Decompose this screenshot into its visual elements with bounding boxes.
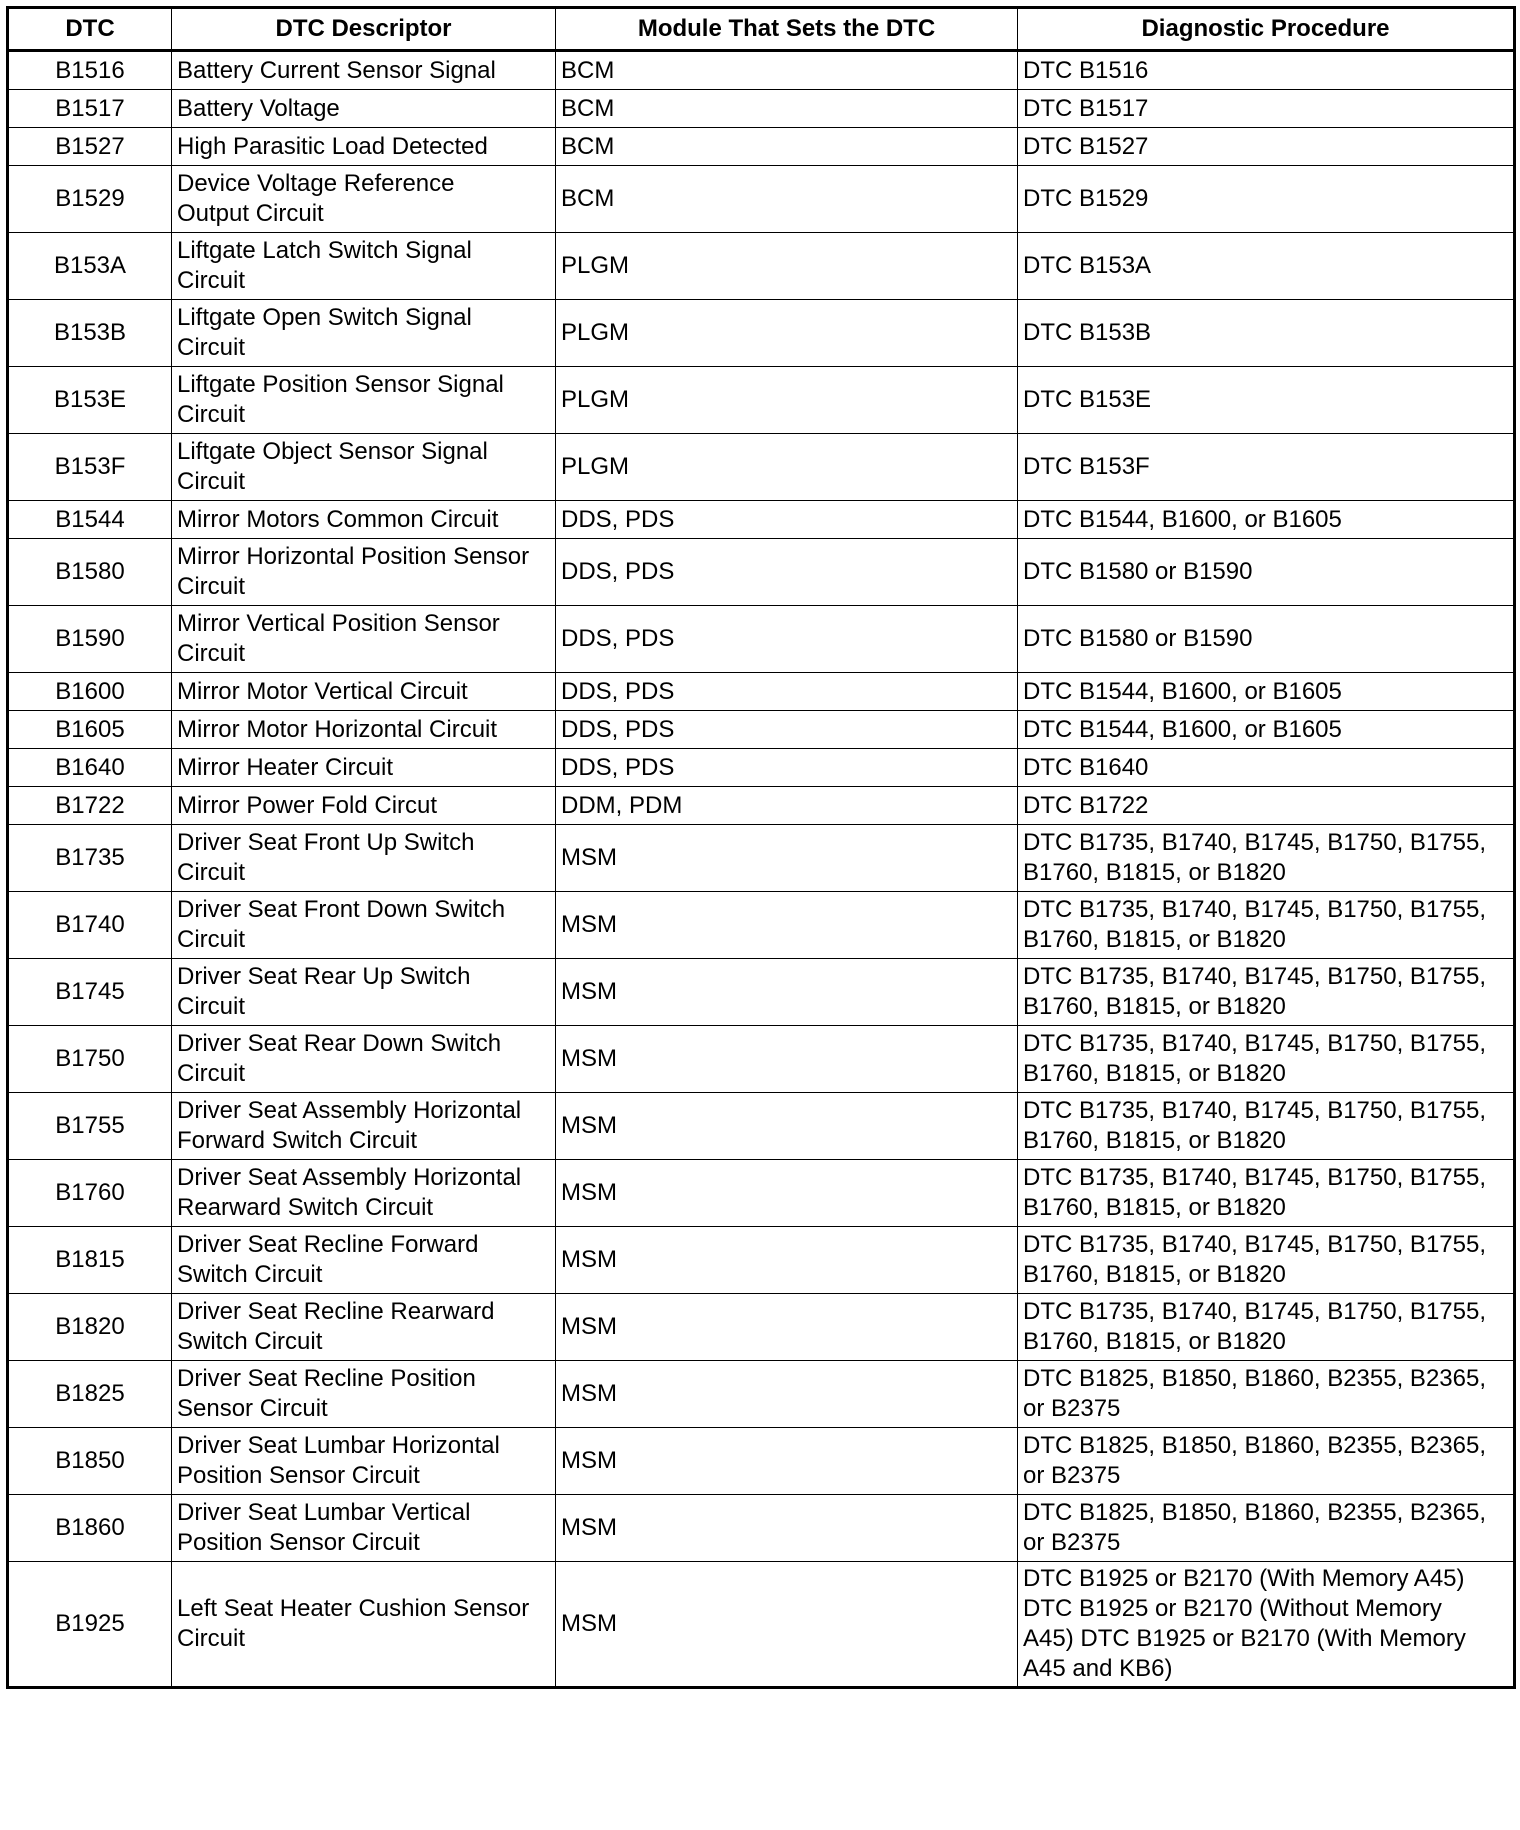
diagnostic-procedure-cell-text: DTC B1580 or B1590 bbox=[1023, 625, 1253, 652]
dtc-code-cell bbox=[8, 749, 172, 787]
table-row bbox=[8, 825, 1515, 892]
dtc-descriptor-cell bbox=[172, 128, 556, 166]
dtc-descriptor-cell bbox=[172, 1026, 556, 1093]
dtc-descriptor-cell bbox=[172, 1227, 556, 1294]
table-row bbox=[8, 1361, 1515, 1428]
diagnostic-procedure-cell-text: DTC B1825, B1850, B1860, B2355, B2365, or B2375 bbox=[1023, 1365, 1486, 1422]
module-cell bbox=[556, 51, 1018, 90]
table-row bbox=[8, 711, 1515, 749]
module-cell-text: BCM bbox=[561, 94, 615, 122]
diagnostic-procedure-cell bbox=[1018, 51, 1515, 90]
diagnostic-procedure-cell bbox=[1018, 300, 1515, 367]
dtc-descriptor-cell-text: Mirror Power Fold Circut bbox=[177, 791, 438, 819]
dtc-code-cell-text: B153A bbox=[53, 252, 127, 279]
header-descriptor: DTC Descriptor bbox=[172, 8, 556, 51]
diagnostic-procedure-cell-text: DTC B1544, B1600, or B1605 bbox=[1023, 677, 1342, 705]
table-row bbox=[8, 959, 1515, 1026]
diagnostic-procedure-cell bbox=[1018, 749, 1515, 787]
dtc-code-cell-text: B1516 bbox=[55, 56, 125, 84]
table-row bbox=[8, 1227, 1515, 1294]
diagnostic-procedure-cell bbox=[1018, 1160, 1515, 1227]
dtc-descriptor-cell-text: Driver Seat Lumbar Vertical Position Sensor Circuit bbox=[177, 1499, 471, 1556]
dtc-descriptor-cell-text: Mirror Horizontal Position Sensor Circuit bbox=[177, 543, 530, 600]
module-cell bbox=[556, 539, 1018, 606]
module-cell bbox=[556, 787, 1018, 825]
module-cell-text: MSM bbox=[561, 844, 617, 871]
diagnostic-procedure-cell-text: DTC B1925 or B2170 (With Memory A45) DTC B1925 or B2170 (Without Memory A45) DTC B1925 or B2170 (With Memory A45 and KB6) bbox=[1023, 1565, 1466, 1682]
table-row bbox=[8, 1495, 1515, 1562]
diagnostic-procedure-cell bbox=[1018, 128, 1515, 166]
table-row bbox=[8, 367, 1515, 434]
dtc-code-cell bbox=[8, 233, 172, 300]
dtc-descriptor-cell-text: Liftgate Open Switch Signal Circuit bbox=[177, 304, 472, 361]
dtc-code-cell-text: B1820 bbox=[55, 1313, 125, 1340]
module-cell bbox=[556, 1026, 1018, 1093]
module-cell-text: PLGM bbox=[561, 386, 630, 413]
diagnostic-procedure-cell-text: DTC B153F bbox=[1023, 453, 1150, 480]
diagnostic-procedure-cell bbox=[1018, 233, 1515, 300]
dtc-descriptor-cell bbox=[172, 300, 556, 367]
dtc-descriptor-cell-text: Driver Seat Front Up Switch Circuit bbox=[177, 829, 475, 886]
dtc-code-cell bbox=[8, 51, 172, 90]
diagnostic-procedure-cell-text: DTC B1544, B1600, or B1605 bbox=[1023, 715, 1342, 743]
dtc-code-cell-text: B153E bbox=[53, 386, 127, 413]
module-cell-text: DDS, PDS bbox=[561, 715, 675, 743]
dtc-descriptor-cell bbox=[172, 1294, 556, 1361]
dtc-code-cell bbox=[8, 787, 172, 825]
module-cell bbox=[556, 128, 1018, 166]
diagnostic-procedure-cell bbox=[1018, 1428, 1515, 1495]
diagnostic-procedure-cell-text: DTC B1527 bbox=[1023, 132, 1149, 160]
table-row bbox=[8, 673, 1515, 711]
module-cell-text: MSM bbox=[561, 1179, 617, 1206]
dtc-code-cell-text: B1529 bbox=[55, 185, 125, 212]
module-cell-text: PLGM bbox=[561, 319, 630, 346]
table-row bbox=[8, 1160, 1515, 1227]
dtc-code-cell-text: B1605 bbox=[55, 715, 125, 743]
module-cell bbox=[556, 1294, 1018, 1361]
dtc-descriptor-cell-text: Liftgate Object Sensor Signal Circuit bbox=[177, 438, 488, 495]
table-row bbox=[8, 1428, 1515, 1495]
module-cell-text: BCM bbox=[561, 132, 615, 160]
table-row bbox=[8, 166, 1515, 233]
dtc-code-cell bbox=[8, 1428, 172, 1495]
dtc-descriptor-cell-text: Driver Seat Rear Down Switch Circuit bbox=[177, 1030, 502, 1087]
diagnostic-procedure-cell bbox=[1018, 606, 1515, 673]
module-cell-text: MSM bbox=[561, 1514, 617, 1541]
module-cell bbox=[556, 1227, 1018, 1294]
dtc-descriptor-cell bbox=[172, 166, 556, 233]
dtc-descriptor-cell bbox=[172, 959, 556, 1026]
diagnostic-procedure-cell-text: DTC B1529 bbox=[1023, 185, 1149, 212]
module-cell-text: MSM bbox=[561, 1045, 617, 1072]
diagnostic-procedure-cell-text: DTC B1580 or B1590 bbox=[1023, 558, 1253, 585]
dtc-descriptor-cell-text: Mirror Vertical Position Sensor Circuit bbox=[177, 610, 500, 667]
dtc-code-cell bbox=[8, 1495, 172, 1562]
module-cell-text: DDS, PDS bbox=[561, 625, 675, 652]
diagnostic-procedure-cell bbox=[1018, 1294, 1515, 1361]
dtc-code-cell bbox=[8, 1562, 172, 1688]
module-cell bbox=[556, 434, 1018, 501]
module-cell-text: MSM bbox=[561, 911, 617, 938]
dtc-descriptor-cell-text: Liftgate Position Sensor Signal Circuit bbox=[177, 371, 504, 428]
module-cell bbox=[556, 959, 1018, 1026]
dtc-descriptor-cell-text: Driver Seat Front Down Switch Circuit bbox=[177, 896, 506, 953]
dtc-code-cell bbox=[8, 711, 172, 749]
dtc-code-cell-text: B1755 bbox=[55, 1112, 125, 1139]
dtc-descriptor-cell bbox=[172, 233, 556, 300]
table-row bbox=[8, 539, 1515, 606]
module-cell-text: MSM bbox=[561, 1246, 617, 1273]
module-cell-text: DDS, PDS bbox=[561, 753, 675, 781]
module-cell-text: DDS, PDS bbox=[561, 558, 675, 585]
dtc-descriptor-cell-text: Mirror Heater Circuit bbox=[177, 753, 394, 781]
diagnostic-procedure-cell bbox=[1018, 367, 1515, 434]
dtc-code-cell bbox=[8, 1093, 172, 1160]
table-row bbox=[8, 749, 1515, 787]
diagnostic-procedure-cell-text: DTC B153B bbox=[1023, 319, 1152, 346]
table-row bbox=[8, 892, 1515, 959]
dtc-descriptor-cell-text: Driver Seat Recline Position Sensor Circuit bbox=[177, 1365, 476, 1422]
module-cell-text: PLGM bbox=[561, 252, 630, 279]
dtc-code-cell-text: B1580 bbox=[55, 558, 125, 585]
dtc-descriptor-cell-text: Driver Seat Assembly Horizontal Rearward Switch Circuit bbox=[177, 1164, 522, 1221]
diagnostic-procedure-cell bbox=[1018, 892, 1515, 959]
module-cell-text: DDS, PDS bbox=[561, 505, 675, 533]
dtc-code-cell-text: B1750 bbox=[55, 1045, 125, 1072]
module-cell-text: MSM bbox=[561, 978, 617, 1005]
dtc-descriptor-cell bbox=[172, 1093, 556, 1160]
diagnostic-procedure-cell bbox=[1018, 673, 1515, 711]
dtc-code-cell-text: B1925 bbox=[55, 1610, 125, 1637]
module-cell-text: BCM bbox=[561, 56, 615, 84]
diagnostic-procedure-cell bbox=[1018, 959, 1515, 1026]
module-cell bbox=[556, 1495, 1018, 1562]
dtc-code-cell bbox=[8, 1227, 172, 1294]
dtc-descriptor-cell bbox=[172, 367, 556, 434]
module-cell bbox=[556, 90, 1018, 128]
module-cell bbox=[556, 1093, 1018, 1160]
dtc-code-cell-text: B1640 bbox=[55, 753, 125, 781]
module-cell-text: MSM bbox=[561, 1610, 617, 1637]
dtc-descriptor-cell-text: Device Voltage Reference Output Circuit bbox=[177, 170, 455, 227]
dtc-descriptor-cell bbox=[172, 539, 556, 606]
dtc-code-cell bbox=[8, 300, 172, 367]
diagnostic-procedure-cell bbox=[1018, 166, 1515, 233]
module-cell bbox=[556, 749, 1018, 787]
dtc-descriptor-cell bbox=[172, 1160, 556, 1227]
dtc-code-cell-text: B1722 bbox=[55, 791, 125, 819]
module-cell-text: BCM bbox=[561, 185, 615, 212]
table-row bbox=[8, 787, 1515, 825]
dtc-code-cell-text: B1527 bbox=[55, 132, 125, 160]
dtc-code-cell bbox=[8, 166, 172, 233]
dtc-code-cell bbox=[8, 1026, 172, 1093]
dtc-code-cell bbox=[8, 825, 172, 892]
dtc-descriptor-cell-text: Driver Seat Assembly Horizontal Forward Switch Circuit bbox=[177, 1097, 522, 1154]
diagnostic-procedure-cell bbox=[1018, 1361, 1515, 1428]
dtc-code-cell-text: B1600 bbox=[55, 677, 125, 705]
table-row bbox=[8, 1093, 1515, 1160]
dtc-descriptor-cell-text: Mirror Motor Vertical Circuit bbox=[177, 677, 468, 705]
diagnostic-procedure-cell bbox=[1018, 1562, 1515, 1688]
dtc-descriptor-cell bbox=[172, 606, 556, 673]
module-cell-text: MSM bbox=[561, 1313, 617, 1340]
table-row bbox=[8, 501, 1515, 539]
module-cell-text: MSM bbox=[561, 1380, 617, 1407]
header-dtc: DTC bbox=[8, 8, 172, 51]
table-row bbox=[8, 233, 1515, 300]
diagnostic-procedure-cell bbox=[1018, 711, 1515, 749]
dtc-code-cell bbox=[8, 1294, 172, 1361]
table-row bbox=[8, 51, 1515, 90]
diagnostic-procedure-cell bbox=[1018, 1227, 1515, 1294]
diagnostic-procedure-cell-text: DTC B1735, B1740, B1745, B1750, B1755, B1760, B1815, or B1820 bbox=[1023, 1030, 1486, 1087]
diagnostic-procedure-cell bbox=[1018, 501, 1515, 539]
diagnostic-procedure-cell-text: DTC B1825, B1850, B1860, B2355, B2365, or B2375 bbox=[1023, 1499, 1486, 1556]
module-cell bbox=[556, 1361, 1018, 1428]
diagnostic-procedure-cell-text: DTC B1722 bbox=[1023, 791, 1149, 819]
dtc-descriptor-cell bbox=[172, 51, 556, 90]
diagnostic-procedure-cell-text: DTC B1735, B1740, B1745, B1750, B1755, B1760, B1815, or B1820 bbox=[1023, 829, 1486, 886]
diagnostic-procedure-cell bbox=[1018, 90, 1515, 128]
table-row bbox=[8, 300, 1515, 367]
diagnostic-procedure-cell bbox=[1018, 434, 1515, 501]
dtc-code-cell bbox=[8, 367, 172, 434]
diagnostic-procedure-cell bbox=[1018, 825, 1515, 892]
module-cell bbox=[556, 300, 1018, 367]
dtc-code-cell bbox=[8, 892, 172, 959]
dtc-code-cell bbox=[8, 673, 172, 711]
dtc-descriptor-cell bbox=[172, 434, 556, 501]
diagnostic-procedure-cell bbox=[1018, 539, 1515, 606]
module-cell bbox=[556, 367, 1018, 434]
module-cell bbox=[556, 892, 1018, 959]
dtc-code-cell-text: B153F bbox=[54, 453, 126, 480]
dtc-code-cell bbox=[8, 434, 172, 501]
dtc-code-cell-text: B1760 bbox=[55, 1179, 125, 1206]
diagnostic-procedure-cell-text: DTC B1825, B1850, B1860, B2355, B2365, or B2375 bbox=[1023, 1432, 1486, 1489]
diagnostic-procedure-cell-text: DTC B1544, B1600, or B1605 bbox=[1023, 505, 1342, 533]
diagnostic-procedure-cell-text: DTC B1735, B1740, B1745, B1750, B1755, B1760, B1815, or B1820 bbox=[1023, 1231, 1486, 1288]
diagnostic-procedure-cell bbox=[1018, 1026, 1515, 1093]
dtc-descriptor-cell bbox=[172, 673, 556, 711]
dtc-code-cell bbox=[8, 128, 172, 166]
module-cell bbox=[556, 166, 1018, 233]
dtc-descriptor-cell-text: Left Seat Heater Cushion Sensor Circuit bbox=[177, 1595, 530, 1652]
dtc-descriptor-cell bbox=[172, 892, 556, 959]
diagnostic-procedure-cell-text: DTC B1735, B1740, B1745, B1750, B1755, B1760, B1815, or B1820 bbox=[1023, 1164, 1486, 1221]
diagnostic-procedure-cell-text: DTC B1735, B1740, B1745, B1750, B1755, B1760, B1815, or B1820 bbox=[1023, 1298, 1486, 1355]
diagnostic-procedure-cell-text: DTC B153A bbox=[1023, 252, 1152, 279]
dtc-descriptor-cell-text: High Parasitic Load Detected bbox=[177, 132, 488, 160]
diagnostic-procedure-cell-text: DTC B153E bbox=[1023, 386, 1152, 413]
header-module: Module That Sets the DTC bbox=[556, 8, 1018, 51]
module-cell bbox=[556, 1160, 1018, 1227]
dtc-code-cell-text: B1850 bbox=[55, 1447, 125, 1474]
module-cell bbox=[556, 1428, 1018, 1495]
module-cell bbox=[556, 501, 1018, 539]
dtc-descriptor-cell bbox=[172, 825, 556, 892]
dtc-code-cell-text: B1740 bbox=[55, 911, 125, 938]
table-row bbox=[8, 90, 1515, 128]
dtc-code-cell-text: B153B bbox=[53, 319, 127, 346]
dtc-code-cell bbox=[8, 606, 172, 673]
dtc-code-cell-text: B1590 bbox=[55, 625, 125, 652]
dtc-code-cell-text: B1544 bbox=[55, 505, 125, 533]
dtc-table bbox=[6, 6, 1516, 1689]
dtc-code-cell bbox=[8, 959, 172, 1026]
dtc-descriptor-cell-text: Driver Seat Rear Up Switch Circuit bbox=[177, 963, 471, 1020]
dtc-code-cell-text: B1815 bbox=[55, 1246, 125, 1273]
dtc-descriptor-cell-text: Driver Seat Recline Rearward Switch Circuit bbox=[177, 1298, 495, 1355]
dtc-descriptor-cell bbox=[172, 1428, 556, 1495]
module-cell-text: PLGM bbox=[561, 453, 630, 480]
dtc-code-cell bbox=[8, 90, 172, 128]
diagnostic-procedure-cell-text: DTC B1735, B1740, B1745, B1750, B1755, B1760, B1815, or B1820 bbox=[1023, 1097, 1486, 1154]
dtc-descriptor-cell bbox=[172, 749, 556, 787]
dtc-descriptor-cell bbox=[172, 501, 556, 539]
dtc-table-body bbox=[8, 51, 1515, 1688]
module-cell bbox=[556, 606, 1018, 673]
module-cell-text: DDS, PDS bbox=[561, 677, 675, 705]
dtc-table-header bbox=[8, 8, 1515, 51]
table-row bbox=[8, 606, 1515, 673]
dtc-descriptor-cell-text: Driver Seat Recline Forward Switch Circuit bbox=[177, 1231, 479, 1288]
module-cell-text: DDM, PDM bbox=[561, 791, 683, 819]
dtc-descriptor-cell bbox=[172, 1361, 556, 1428]
diagnostic-procedure-cell-text: DTC B1516 bbox=[1023, 56, 1149, 84]
dtc-descriptor-cell-text: Driver Seat Lumbar Horizontal Position Sensor Circuit bbox=[177, 1432, 500, 1489]
dtc-code-cell bbox=[8, 1361, 172, 1428]
dtc-descriptor-cell bbox=[172, 90, 556, 128]
diagnostic-procedure-cell bbox=[1018, 787, 1515, 825]
module-cell bbox=[556, 825, 1018, 892]
diagnostic-procedure-cell-text: DTC B1735, B1740, B1745, B1750, B1755, B1760, B1815, or B1820 bbox=[1023, 896, 1486, 953]
diagnostic-procedure-cell-text: DTC B1517 bbox=[1023, 94, 1149, 122]
table-row bbox=[8, 128, 1515, 166]
dtc-code-cell-text: B1735 bbox=[55, 844, 125, 871]
dtc-code-cell-text: B1517 bbox=[55, 94, 125, 122]
dtc-descriptor-cell-text: Liftgate Latch Switch Signal Circuit bbox=[177, 237, 472, 294]
dtc-descriptor-cell bbox=[172, 711, 556, 749]
diagnostic-procedure-cell-text: DTC B1735, B1740, B1745, B1750, B1755, B1760, B1815, or B1820 bbox=[1023, 963, 1486, 1020]
table-row bbox=[8, 434, 1515, 501]
table-row bbox=[8, 1026, 1515, 1093]
module-cell bbox=[556, 1562, 1018, 1688]
module-cell-text: MSM bbox=[561, 1447, 617, 1474]
dtc-descriptor-cell-text: Mirror Motors Common Circuit bbox=[177, 505, 499, 533]
module-cell bbox=[556, 233, 1018, 300]
dtc-code-cell bbox=[8, 539, 172, 606]
dtc-descriptor-cell bbox=[172, 787, 556, 825]
table-row bbox=[8, 1294, 1515, 1361]
header-row bbox=[8, 8, 1515, 51]
dtc-descriptor-cell-text: Battery Current Sensor Signal bbox=[177, 56, 496, 84]
header-procedure: Diagnostic Procedure bbox=[1018, 8, 1515, 51]
dtc-code-cell bbox=[8, 1160, 172, 1227]
module-cell-text: MSM bbox=[561, 1112, 617, 1139]
dtc-code-cell bbox=[8, 501, 172, 539]
dtc-code-cell-text: B1860 bbox=[55, 1514, 125, 1541]
dtc-descriptor-cell-text: Battery Voltage bbox=[177, 94, 340, 122]
dtc-descriptor-cell-text: Mirror Motor Horizontal Circuit bbox=[177, 715, 498, 743]
module-cell bbox=[556, 673, 1018, 711]
table-row bbox=[8, 1562, 1515, 1688]
dtc-code-cell-text: B1825 bbox=[55, 1380, 125, 1407]
dtc-descriptor-cell bbox=[172, 1562, 556, 1688]
module-cell bbox=[556, 711, 1018, 749]
dtc-code-cell-text: B1745 bbox=[55, 978, 125, 1005]
dtc-descriptor-cell bbox=[172, 1495, 556, 1562]
diagnostic-procedure-cell bbox=[1018, 1093, 1515, 1160]
diagnostic-procedure-cell-text: DTC B1640 bbox=[1023, 753, 1149, 781]
diagnostic-procedure-cell bbox=[1018, 1495, 1515, 1562]
